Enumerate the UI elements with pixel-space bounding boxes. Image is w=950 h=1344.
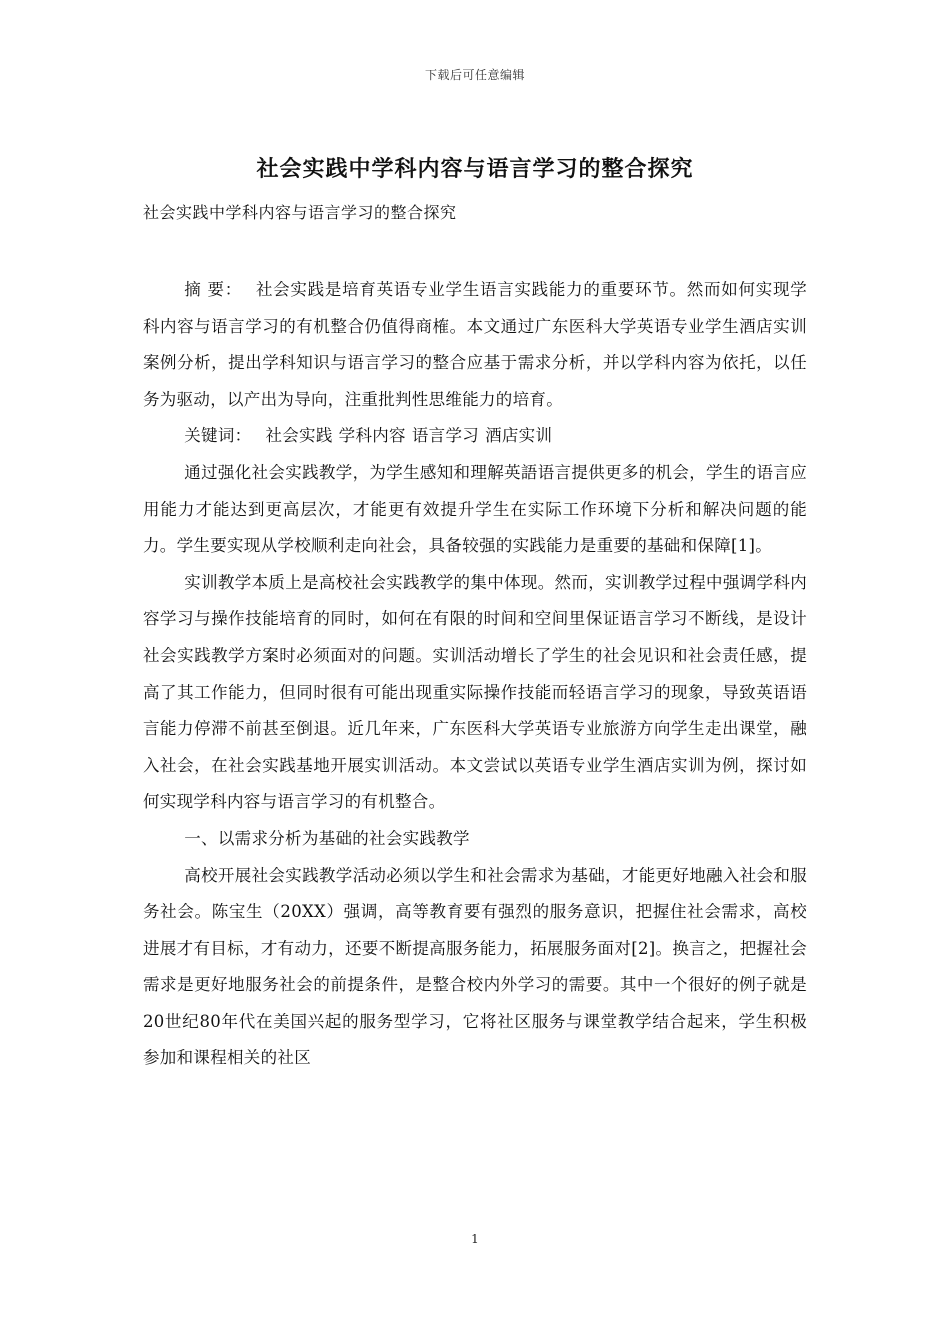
body-paragraph: 实训教学本质上是高校社会实践教学的集中体现。然而，实训教学过程中强调学科内容学习与操作技能培育的同时，如何在有限的时间和空间里保证语言学习不断线，是设计社会实践教学方案时必须面对的问题。实训活动增长了学生的社会见识和社会责任感，提高了其工作能力，但同时很有可能出现重实际操作技能而轻语言学习的现象，导致英语语言能力停滞不前甚至倒退。近几年来，广东医科大学英语专业旅游方向学生走出课堂，融入社会，在社会实践基地开展实训活动。本文尝试以英语专业学生酒店实训为例，探讨如何实现学科内容与语言学习的有机整合。 [143,572,807,812]
keyword-item: 语言学习 [411,426,480,446]
document-subtitle: 社会实践中学科内容与语言学习的整合探究 [143,203,457,222]
keywords-paragraph [143,418,807,455]
document-title: 社会实践中学科内容与语言学习的整合探究 [256,156,694,182]
document-body [143,272,807,1077]
abstract-text: 社会实践是培育英语专业学生语言实践能力的重要环节。然而如何实现学科内容与语言学习的有机整合仍值得商榷。本文通过广东医科大学英语专业学生酒店实训案例分析，提出学科知识与语言学习的整合应基于需求分析，并以学科内容为依托，以任务为驱动，以产出为导向，注重批判性思维能力的培育。 [143,280,807,409]
section-heading: 一、以需求分析为基础的社会实践教学 [184,828,470,848]
keyword-item: 学科内容 [338,426,406,446]
header-note: 下载后可任意编辑 [424,68,525,82]
body-paragraph: 通过强化社会实践教学，为学生感知和理解英語语言提供更多的机会，学生的语言应用能力才能达到更高层次，才能更有效提升学生在实际工作环境下分析和解决问题的能力。学生要实现从学校顺利走向社会，具备较强的实践能力是重要的基础和保障[1]。 [143,462,807,556]
keywords-label: 关键词： [184,426,252,446]
body-paragraph: 高校开展社会实践教学活动必须以学生和社会需求为基础，才能更好地融入社会和服务社会。陈宝生（20XX）强调，高等教育要有强烈的服务意识，把握住社会需求，高校进展才有目标，才有动力，还要不断提高服务能力，拓展服务面对[2]。换言之，把握社会需求是更好地服务社会的前提条件，是整合校内外学习的需要。其中一个很好的例子就是20世纪80年代在美国兴起的服务型学习，它将社区服务与课堂教学结合起来，学生积极参加和课程相关的社区 [143,865,807,1068]
keyword-item: 酒店实训 [485,426,553,446]
abstract-label: 摘 要： [184,280,242,299]
abstract-paragraph [143,272,807,418]
page-number: 1 [471,1232,479,1246]
keyword-item: 社会实践 [265,426,333,446]
